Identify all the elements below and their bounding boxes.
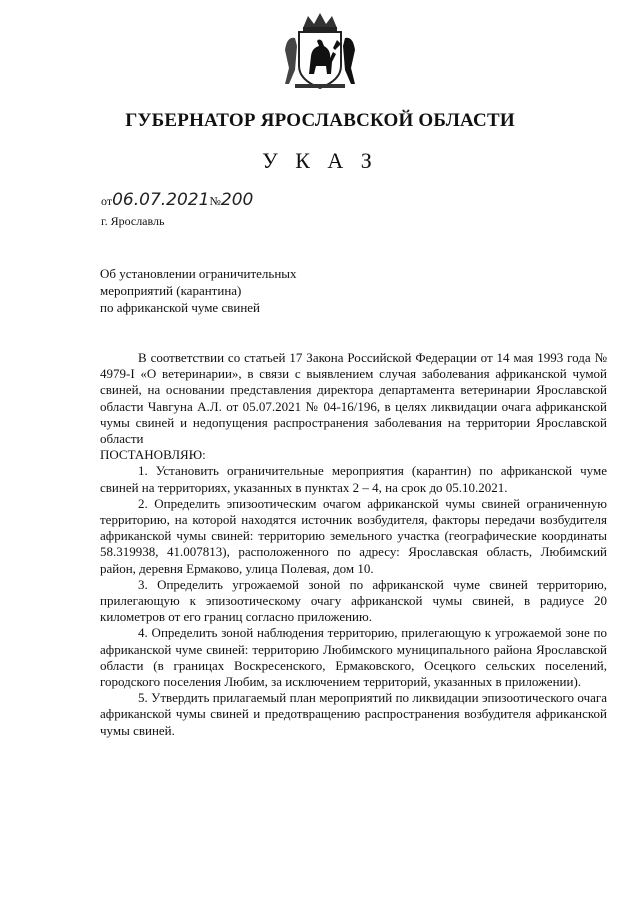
decree-item: 5. Утвердить прилагаемый план мероприятий по ликвидации эпизоотического очага африканской чумы свиней и предотвращению распространения возбудителя африканской чумы свиней.: [100, 690, 607, 738]
decree-item: 2. Определить эпизоотическим очагом африканской чумы свиней ограниченную территорию, на которой находятся источник возбудителя, факторы передачи возбудителя африканской чумы свиней: территорию земельного участка (географические координаты 58.319938, 41.007813), расположенного по адресу: Ярославская область, Любимский район, деревня Ермаково, улица Полевая, дом 10.: [100, 495, 607, 576]
decree-body: [100, 350, 607, 739]
yaroslavl-coat-of-arms-icon: [281, 10, 359, 92]
preamble-paragraph: В соответствии со статьей 17 Закона Российской Федерации от 14 мая 1993 года № 4979-I «О ветеринарии», в связи с выявлением случая заболевания африканской чумой свиней, на основании представления директора департамента ветеринарии Ярославской области Чавгуна А.Л. от 05.07.2021 № 04-16/196, в целях ликвидации очага африканской чумы свиней и недопущения распространения заболевания на территории Ярославской области: [100, 350, 607, 447]
number-prefix: №: [209, 194, 221, 208]
decree-number: 200: [220, 190, 254, 210]
subject-line: мероприятий (карантина): [100, 283, 242, 298]
subject-line: по африканской чуме свиней: [100, 300, 260, 315]
decree-heading: У К А З: [262, 148, 378, 173]
decree-item: 3. Определить угрожаемой зоной по африканской чуме свиней территорию, прилегающую к эпизоотическому очагу африканской чумы свиней, в радиусе 20 километров от его границ согласно приложению.: [100, 576, 607, 625]
decree-subject: [100, 265, 400, 316]
date-number-line: [101, 190, 253, 210]
decree-item: 1. Установить ограничительные мероприятия (карантин) по африканской чуме свиней на территориях, указанных в пунктах 2 – 4, на срок до 05.10.2021.: [100, 463, 607, 495]
city-line: г. Ярославль: [101, 214, 165, 228]
date-prefix: от: [101, 194, 113, 208]
decree-item: 4. Определить зоной наблюдения территорию, прилегающую к угрожаемой зоне по африканской чуме свиней: территорию Любимского муниципального района Ярославской области (в границах Воскресенского, Ермаковского, Осецкого сельских поселений, городского поселения Любим, за исключением территорий, указанных в приложении).: [100, 625, 607, 690]
subject-line: Об установлении ограничительных: [100, 266, 297, 281]
decree-date: 06.07.2021: [112, 190, 210, 210]
resolve-line: ПОСТАНОВЛЯЮ:: [100, 447, 206, 463]
issuer-title: ГУБЕРНАТОР ЯРОСЛАВСКОЙ ОБЛАСТИ: [125, 110, 515, 131]
